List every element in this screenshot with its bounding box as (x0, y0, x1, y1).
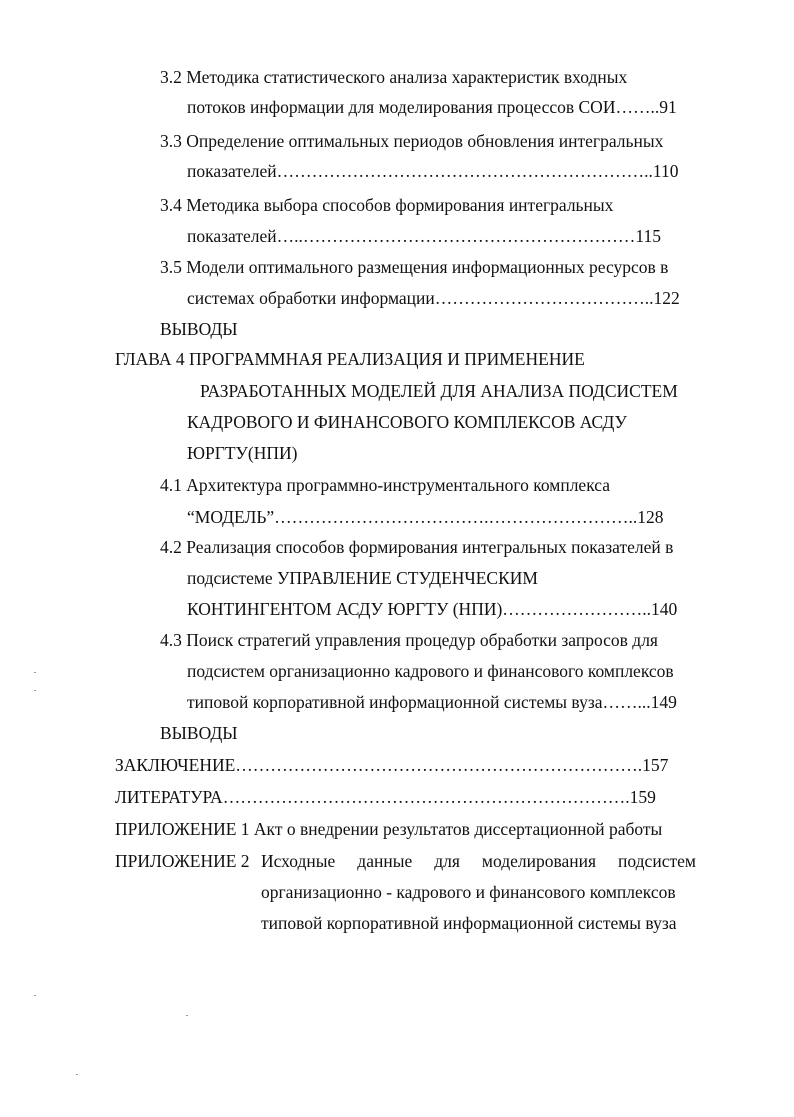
toc-entry-4-3-title: 4.3 Поиск стратегий управления процедур обработки запросов для (160, 630, 658, 650)
toc-appendix-2-title (261, 850, 696, 872)
toc-entry-3-2-continuation: потоков информации для моделирования процессов СОИ……..91 (187, 97, 677, 117)
scan-speck (34, 690, 36, 691)
appendix-2-word: для (434, 851, 460, 871)
toc-literature: ЛИТЕРАТУРА…………………………………………………………….159 (115, 787, 656, 807)
appendix-2-word: Исходные (261, 851, 336, 871)
toc-chapter-4-heading: ГЛАВА 4 ПРОГРАММНАЯ РЕАЛИЗАЦИЯ И ПРИМЕНЕНИЕ (115, 349, 585, 369)
toc-appendix-2-line2: организационно - кадрового и финансового комплексов (261, 882, 676, 902)
toc-entry-4-2-continuation: КОНТИНГЕНТОМ АСДУ ЮРГТУ (НПИ)……………………..140 (187, 599, 678, 619)
toc-entry-3-4-title: 3.4 Методика выбора способов формирования интегральных (160, 195, 614, 215)
toc-chapter-4-heading-line3: КАДРОВОГО И ФИНАНСОВОГО КОМПЛЕКСОВ АСДУ (187, 412, 627, 432)
toc-entry-4-1-continuation: “МОДЕЛЬ”……………………………….……………………..128 (187, 507, 664, 527)
appendix-2-word: подсистем (618, 851, 696, 871)
toc-entry-3-5-title: 3.5 Модели оптимального размещения информационных ресурсов в (160, 257, 669, 277)
toc-chapter3-conclusions: ВЫВОДЫ (160, 319, 238, 339)
toc-entry-3-3-title: 3.3 Определение оптимальных периодов обновления интегральных (160, 131, 664, 151)
toc-entry-4-2-title: 4.2 Реализация способов формирования интегральных показателей в (160, 537, 674, 557)
toc-entry-3-3-continuation: показателей………………………………………………………..110 (187, 161, 679, 181)
toc-appendix-2-line3: типовой корпоративной информационной системы вуза (261, 913, 677, 933)
toc-appendix-2-label: ПРИЛОЖЕНИЕ 2 (115, 851, 250, 871)
toc-chapter4-conclusions: ВЫВОДЫ (160, 723, 238, 743)
scan-speck (34, 995, 36, 996)
toc-entry-3-4-continuation: показателей…..…………………………………………………115 (187, 226, 661, 246)
toc-conclusion: ЗАКЛЮЧЕНИЕ…………………………………………………………….157 (115, 755, 669, 775)
scan-speck (34, 672, 36, 673)
toc-entry-4-3-continuation: типовой корпоративной информационной системы вуза……...149 (187, 692, 677, 712)
toc-chapter-4-heading-line2: РАЗРАБОТАННЫХ МОДЕЛЕЙ ДЛЯ АНАЛИЗА ПОДСИСТЕМ (200, 381, 678, 401)
toc-entry-4-1-title: 4.1 Архитектура программно-инструментального комплекса (160, 475, 611, 495)
toc-entry-3-5-continuation: системах обработки информации………………………………..122 (187, 288, 680, 308)
appendix-2-word: данные (357, 851, 413, 871)
toc-entry-4-3-line2: подсистем организационно кадрового и финансового комплексов (187, 661, 674, 681)
scan-speck (186, 1015, 188, 1016)
appendix-2-word: моделирования (481, 851, 597, 871)
toc-entry-4-2-line2: подсистеме УПРАВЛЕНИЕ СТУДЕНЧЕСКИМ (187, 568, 538, 588)
toc-appendix-1: ПРИЛОЖЕНИЕ 1 Акт о внедрении результатов диссертационной работы (115, 819, 663, 839)
toc-chapter-4-heading-line4: ЮРГТУ(НПИ) (187, 443, 298, 463)
toc-entry-3-2-title: 3.2 Методика статистического анализа характеристик входных (160, 67, 628, 87)
scan-speck (76, 1074, 78, 1075)
